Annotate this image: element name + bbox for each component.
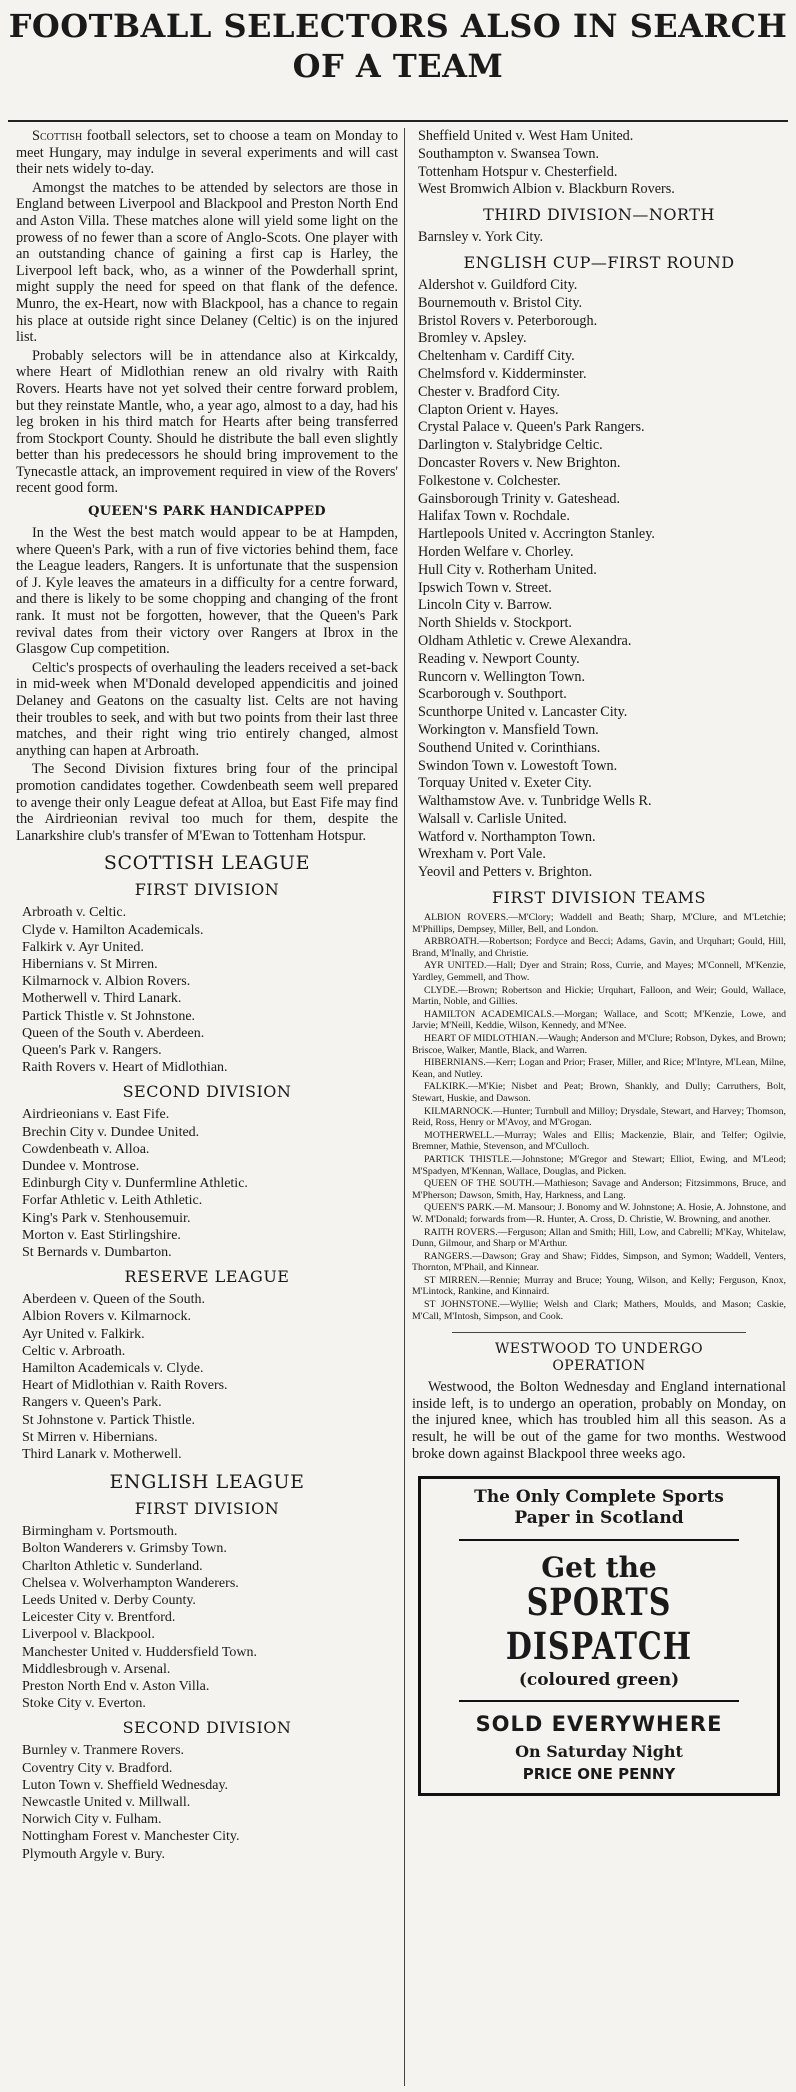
fixture-item: Celtic v. Arbroath. <box>22 1343 126 1359</box>
advert-price: PRICE ONE PENNY <box>522 1765 676 1784</box>
advert-rule <box>459 1539 739 1541</box>
fixture-item: Oldham Athletic v. Crewe Alexandra. <box>418 632 632 649</box>
fixture-item: Luton Town v. Sheffield Wednesday. <box>22 1777 229 1793</box>
team-lineup: QUEEN OF THE SOUTH.—Mathieson; Savage and Anderson; Fitzsimmons, Bruce, and M'Pherson; Dawson, Smith, Hay, Harkness, and Lang. <box>412 1178 786 1201</box>
advert-get: Get the <box>541 1551 657 1585</box>
team-lineup: PARTICK THISTLE.—Johnstone; M'Gregor and Stewart; Elliot, Ewing, and M'Leod; M'Spadyen, M'Kennan, Wallace, Douglas, and Picken. <box>412 1153 786 1177</box>
lead-word: Scottish <box>32 128 83 144</box>
fixture-item: Wrexham v. Port Vale. <box>418 846 546 863</box>
fixture-item: Heart of Midlothian v. Raith Rovers. <box>22 1378 228 1394</box>
fixture-item: Kilmarnock v. Albion Rovers. <box>22 974 191 990</box>
fixture-item: St Mirren v. Hibernians. <box>22 1429 158 1445</box>
fixture-item: Hull City v. Rotherham United. <box>418 561 597 578</box>
westwood-title-1: WESTWOOD TO UNDERGO <box>494 1341 704 1358</box>
fixture-item: Ayr United v. Falkirk. <box>22 1326 145 1342</box>
article-paragraph: Celtic's prospects of overhauling the leaders received a set-back in mid-week when M'Donald developed appendicitis and joined Delaney and Geatons on the casualty list. Celts are not having their troubles to seek, and with but two points from their last three matches, and their right wing trio entirely changed, almost anything can hapen at Arbroath. <box>16 659 398 759</box>
fixture-item: Workington v. Mansfield Town. <box>418 721 599 738</box>
english-second-division-fixtures-cont <box>412 128 786 199</box>
english-second-division-fixtures <box>16 1742 398 1862</box>
fixture-item: Barnsley v. York City. <box>418 229 544 246</box>
first-division-teams <box>412 912 786 1322</box>
headline-rule <box>8 120 788 122</box>
fixture-item: West Bromwich Albion v. Blackburn Rovers. <box>418 181 675 198</box>
fixture-item: Torquay United v. Exeter City. <box>418 775 592 792</box>
team-lineup: QUEEN'S PARK.—M. Mansour; J. Bonomy and W. Johnstone; A. Hosie, A. Johnstone, and W. M'Donald; forwards from—R. Hunter, A. Cross, D. Christie, W. Browning, and another. <box>412 1202 786 1225</box>
fixture-item: Cowdenbeath v. Alloa. <box>22 1141 150 1157</box>
team-lineup: ST MIRREN.—Rennie; Murray and Bruce; Young, Wilson, and Kelly; Ferguson, Knox, M'Lintock, Rankine, and Kinnaird. <box>412 1274 786 1298</box>
fixture-item: Coventry City v. Bradford. <box>22 1760 173 1776</box>
fixture-item: Queen of the South v. Aberdeen. <box>22 1025 205 1041</box>
team-lineup: ARBROATH.—Robertson; Fordyce and Becci; Adams, Gavin, and Urquhart; Gould, Hill, Brand, M'Inally, and Christie. <box>412 936 786 959</box>
fixture-item: Horden Welfare v. Chorley. <box>418 543 574 560</box>
fixture-item: Chelsea v. Wolverhampton Wanderers. <box>22 1575 239 1591</box>
fixture-item: Queen's Park v. Rangers. <box>22 1042 162 1058</box>
fixture-item: Watford v. Northampton Town. <box>418 828 596 845</box>
fixture-item: Edinburgh City v. Dunfermline Athletic. <box>22 1176 248 1192</box>
advert-line-2: Paper in Scotland <box>514 1508 684 1529</box>
fixture-item: Clapton Orient v. Hayes. <box>418 401 559 418</box>
fixture-item: Halifax Town v. Rochdale. <box>418 508 570 525</box>
fixture-item: Chelmsford v. Kidderminster. <box>418 365 587 382</box>
english-first-division-fixtures <box>16 1523 398 1712</box>
fixture-item: Bolton Wanderers v. Grimsby Town. <box>22 1541 227 1557</box>
fixture-item: Leicester City v. Brentford. <box>22 1610 176 1626</box>
fixture-item: Aldershot v. Guildford City. <box>418 276 578 293</box>
fixture-item: Hamilton Academicals v. Clyde. <box>22 1361 204 1377</box>
advert-paper-name: SPORTS DISPATCH <box>505 1581 693 1669</box>
left-column <box>16 128 398 2086</box>
fixture-item: Hibernians v. St Mirren. <box>22 956 158 972</box>
fixture-item: Third Lanark v. Motherwell. <box>22 1447 182 1463</box>
fixture-item: Cheltenham v. Cardiff City. <box>418 348 575 365</box>
fixture-item: Aberdeen v. Queen of the South. <box>22 1292 205 1308</box>
headline-line-1: FOOTBALL SELECTORS ALSO IN SEARCH <box>8 7 788 45</box>
fixture-item: Southampton v. Swansea Town. <box>418 145 600 162</box>
advert-coloured: (coloured green) <box>518 1670 680 1691</box>
article-subhead: QUEEN'S PARK HANDICAPPED <box>88 504 326 520</box>
fixture-item: Swindon Town v. Lowestoft Town. <box>418 757 618 774</box>
fixture-item: Southend United v. Corinthians. <box>418 739 601 756</box>
fixture-item: Motherwell v. Third Lanark. <box>22 991 182 1007</box>
third-division-north-fixtures <box>412 229 786 247</box>
fixture-item: Bournemouth v. Bristol City. <box>418 294 583 311</box>
fixture-item: North Shields v. Stockport. <box>418 615 572 632</box>
reserve-league-fixtures <box>16 1291 398 1463</box>
team-lineup: RANGERS.—Dawson; Gray and Shaw; Fiddes, Simpson, and Symon; Waddell, Venters, Thornton, M'Phail, and Kinnear. <box>412 1250 786 1274</box>
team-lineup: KILMARNOCK.—Hunter; Turnbull and Milloy; Drysdale, Stewart, and Harvey; Thomson, Reid, Ross, Henry or M'Avoy, and M'Grogan. <box>412 1105 786 1129</box>
fixture-item: Yeovil and Petters v. Brighton. <box>418 864 593 881</box>
westwood-body: Westwood, the Bolton Wednesday and England international inside left, is to undergo an operation, probably on Monday, on the injured knee, which has troubled him all this season. As a result, he will be out of the game for two months. Westwood broke down against Blackpool three weeks ago. <box>412 1379 786 1462</box>
sports-dispatch-advert <box>418 1476 780 1796</box>
fixture-item: Bromley v. Apsley. <box>418 330 527 347</box>
fixture-item: Bristol Rovers v. Peterborough. <box>418 312 598 329</box>
fixture-item: Reading v. Newport County. <box>418 650 580 667</box>
fixture-item: Gainsborough Trinity v. Gateshead. <box>418 490 621 507</box>
fixture-item: Charlton Athletic v. Sunderland. <box>22 1558 203 1574</box>
fixture-item: Crystal Palace v. Queen's Park Rangers. <box>418 419 645 436</box>
article-paragraph: Probably selectors will be in attendance also at Kirkcaldy, where Heart of Midlothian renew an old rivalry with Raith Rovers. Hearts have not yet solved their centre forward problem, but they reinstate Mantle, who, a year ago, almost to a day, had his leg broken in his third match for Hearts after being transferred from Stockport County. Should he distribute the ball even slightly better than his predecessors he should bring improvement to the Tynecastle attack, an improvement required in view of the Rovers' recent good form. <box>16 347 398 497</box>
fixture-item: Arbroath v. Celtic. <box>22 905 127 921</box>
english-cup-title: ENGLISH CUP—FIRST ROUND <box>463 252 735 272</box>
fixture-item: Plymouth Argyle v. Bury. <box>22 1846 165 1862</box>
scottish-second-division-title: SECOND DIVISION <box>122 1082 292 1102</box>
fixture-item: Birmingham v. Portsmouth. <box>22 1524 178 1540</box>
english-league-title: ENGLISH LEAGUE <box>109 1471 305 1494</box>
scottish-second-division-fixtures <box>16 1106 398 1261</box>
fixture-item: Liverpool v. Blackpool. <box>22 1627 155 1643</box>
reserve-league-title: RESERVE LEAGUE <box>124 1267 290 1287</box>
fixture-item: Ipswich Town v. Street. <box>418 579 552 596</box>
scottish-league-title: SCOTTISH LEAGUE <box>103 852 311 875</box>
advert-rule <box>459 1700 739 1702</box>
scottish-first-division-fixtures <box>16 904 398 1076</box>
fixture-item: Preston North End v. Aston Villa. <box>22 1679 210 1695</box>
fixture-item: Sheffield United v. West Ham United. <box>418 128 634 144</box>
fixture-item: Leeds United v. Derby County. <box>22 1593 196 1609</box>
article-paragraph: The Second Division fixtures bring four of the principal promotion candidates together. Cowdenbeath seem well prepared to avenge their only League defeat at Alloa, but East Fife may find the Airdrieonian revival too much for them, despite the Lanarkshire club's transfer of M'Ewan to Tottenham Hotspur. <box>16 761 398 844</box>
team-lineup: RAITH ROVERS.—Ferguson; Allan and Smith; Hill, Low, and Cabrelli; M'Kay, Whitelaw, Dunn, Gilmour, and Sharp or M'Arthur. <box>412 1226 786 1250</box>
english-cup-fixtures <box>412 277 786 882</box>
fixture-item: Hartlepools United v. Accrington Stanley. <box>418 526 655 543</box>
fixture-item: Walthamstow Ave. v. Tunbridge Wells R. <box>418 793 652 810</box>
fixture-item: Newcastle United v. Millwall. <box>22 1795 191 1811</box>
fixture-item: Nottingham Forest v. Manchester City. <box>22 1829 240 1845</box>
team-lineup: AYR UNITED.—Hall; Dyer and Strain; Ross, Currie, and Mayes; M'Connell, M'Kenzie, Yardley, Gemmell, and Thow. <box>412 960 786 984</box>
fixture-item: Middlesbrough v. Arsenal. <box>22 1661 171 1677</box>
fixture-item: Walsall v. Carlisle United. <box>418 810 567 827</box>
fixture-item: Lincoln City v. Barrow. <box>418 597 553 614</box>
fixture-item: Forfar Athletic v. Leith Athletic. <box>22 1193 203 1209</box>
fixture-item: Darlington v. Stalybridge Celtic. <box>418 437 603 454</box>
fixture-item: Folkestone v. Colchester. <box>418 472 561 489</box>
article-paragraph: In the West the best match would appear to be at Hampden, where Queen's Park, with a run of five victories behind them, face the League leaders, Rangers. It is unfortunate that the suspension of J. Kyle leaves the amateurs in a difficulty for a centre forward, and there is likely to be some chopping and changing of the front rank. It must not be forgotten, however, that the Queen's Park revival dates from their victory over Rangers at Ibrox in the Glasgow Cup competition. <box>16 525 398 658</box>
fixture-item: St Johnstone v. Partick Thistle. <box>22 1412 196 1428</box>
third-division-north-title: THIRD DIVISION—NORTH <box>483 205 715 225</box>
fixture-item: Runcorn v. Wellington Town. <box>418 668 586 685</box>
article-paragraph: Scottish football selectors, set to choose a team on Monday to meet Hungary, may indulge in several experiments and will cast their nets widely to-day. <box>16 128 398 178</box>
first-division-teams-title: FIRST DIVISION TEAMS <box>492 888 706 908</box>
fixture-item: Manchester United v. Huddersfield Town. <box>22 1644 258 1660</box>
column-divider <box>404 128 405 2086</box>
team-lineup: HAMILTON ACADEMICALS.—Morgan; Wallace, and Scott; M'Kenzie, Lowe, and Jarvie; M'Neill, Keddie, Wilson, Kennedy, and M'Nee. <box>412 1008 786 1032</box>
fixture-item: Scunthorpe United v. Lancaster City. <box>418 704 628 721</box>
fixture-item: Stoke City v. Everton. <box>22 1696 146 1712</box>
fixture-item: Doncaster Rovers v. New Brighton. <box>418 454 621 471</box>
team-lineup: HEART OF MIDLOTHIAN.—Waugh; Anderson and M'Clure; Robson, Dykes, and Brown; Briscoe, Walker, Mantle, Black, and Warren. <box>412 1033 786 1056</box>
fixture-item: Raith Rovers v. Heart of Midlothian. <box>22 1060 228 1076</box>
right-column <box>412 128 786 2086</box>
headline-line-2: OF A TEAM <box>292 47 504 85</box>
article-paragraph: Amongst the matches to be attended by selectors are those in England between Liverpool and Blackpool and Preston North End and Aston Villa. These matches alone will yield some light on the prowess of no fewer than a score of Anglo-Scots. One player with an outstanding chance of gaining a first cap is Harley, the Liverpool left back, who, as a winner of the Powderhall sprint, might supply the need for speed on that flank of the defence. Munro, the ex-Heart, now with Blackpool, has a chance to regain his place at outside right since Delaney (Celtic) is on the injured list. <box>16 179 398 346</box>
fixture-item: Clyde v. Hamilton Academicals. <box>22 922 204 938</box>
advert-when: On Saturday Night <box>515 1742 683 1762</box>
fixture-item: Morton v. East Stirlingshire. <box>22 1227 181 1243</box>
fixture-item: Dundee v. Montrose. <box>22 1158 140 1174</box>
team-lineup: CLYDE.—Brown; Robertson and Hickie; Urquhart, Falloon, and Weir; Gould, Wallace, Martin, Noble, and Gillies. <box>412 984 786 1008</box>
fixture-item: Brechin City v. Dundee United. <box>22 1124 200 1140</box>
fixture-item: Rangers v. Queen's Park. <box>22 1395 162 1411</box>
fixture-item: Scarborough v. Southport. <box>418 686 567 703</box>
section-rule <box>452 1332 746 1333</box>
fixture-item: Tottenham Hotspur v. Chesterfield. <box>418 163 618 180</box>
fixture-item: Chester v. Bradford City. <box>418 383 560 400</box>
scottish-first-division-title: FIRST DIVISION <box>134 880 280 900</box>
english-first-division-title: FIRST DIVISION <box>134 1499 280 1519</box>
team-lineup: HIBERNIANS.—Kerr; Logan and Prior; Fraser, Miller, and Rice; M'Intyre, M'Lean, Milne, Kean, and Nutley. <box>412 1057 786 1080</box>
advert-sold: SOLD EVERYWHERE <box>475 1712 723 1737</box>
fixture-item: Partick Thistle v. St Johnstone. <box>22 1008 196 1024</box>
advert-line-1: The Only Complete Sports <box>474 1487 724 1508</box>
team-lineup: FALKIRK.—M'Kie; Nisbet and Peat; Brown, Shankly, and Dully; Carruthers, Bolt, Stewart, Huskie, and Dawson. <box>412 1081 786 1104</box>
team-lineup: MOTHERWELL.—Murray; Wales and Ellis; Mackenzie, Blair, and Telfer; Ogilvie, Bremner, Mathie, Stevenson, and M'Culloch. <box>412 1129 786 1153</box>
fixture-item: Norwich City v. Fulham. <box>22 1812 162 1828</box>
westwood-title-2: OPERATION <box>552 1358 646 1375</box>
team-lineup: ALBION ROVERS.—M'Clory; Waddell and Beath; Sharp, M'Clure, and M'Letchie; M'Phillips, Dempsey, Miller, Bell, and London. <box>412 912 786 935</box>
fixture-item: Burnley v. Tranmere Rovers. <box>22 1743 185 1759</box>
fixture-item: Airdrieonians v. East Fife. <box>22 1107 170 1123</box>
english-second-division-title: SECOND DIVISION <box>122 1718 292 1738</box>
headline <box>6 6 790 86</box>
fixture-item: King's Park v. Stenhousemuir. <box>22 1210 191 1226</box>
fixture-item: Falkirk v. Ayr United. <box>22 939 144 955</box>
fixture-item: St Bernards v. Dumbarton. <box>22 1245 172 1260</box>
fixture-item: Albion Rovers v. Kilmarnock. <box>22 1309 192 1325</box>
team-lineup: ST JOHNSTONE.—Wyllie; Welsh and Clark; Mathers, Moulds, and Mason; Caskie, M'Call, M'Intosh, Simpson, and Cook. <box>412 1299 786 1322</box>
